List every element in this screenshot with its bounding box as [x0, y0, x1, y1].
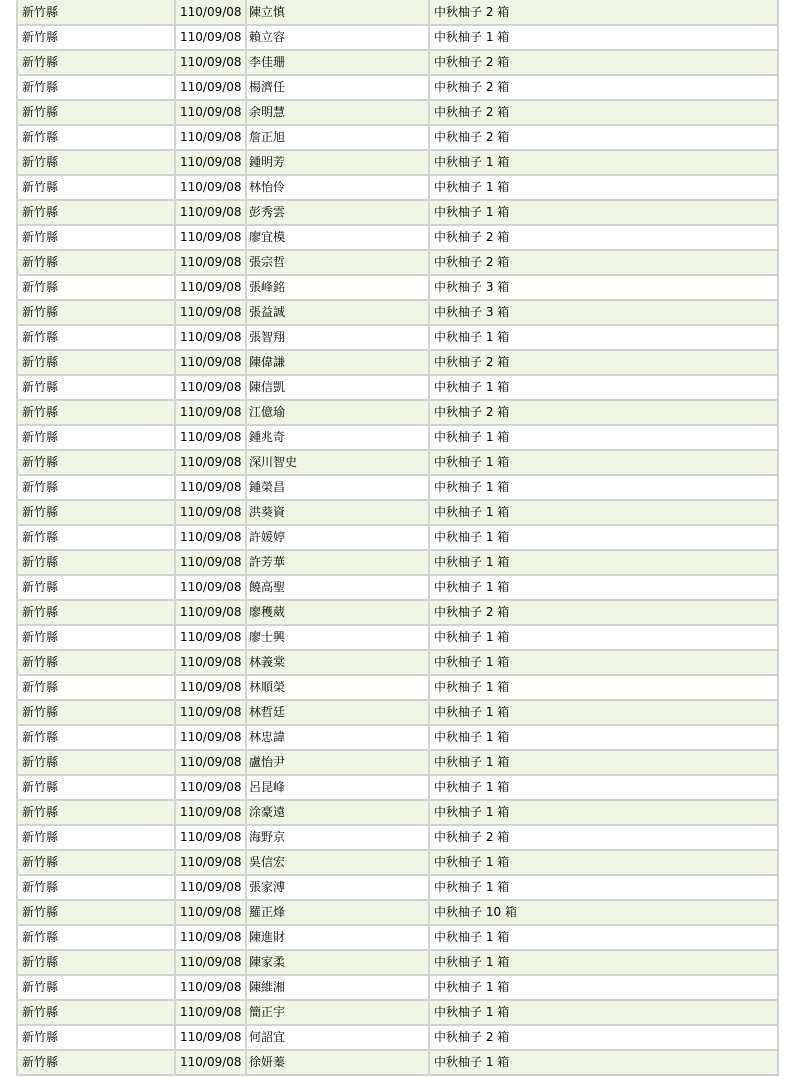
region-cell: 新竹縣 [17, 100, 175, 125]
date-cell: 110/09/08 [175, 0, 246, 25]
donor-name-cell: 張峰銘 [246, 275, 429, 300]
region-cell: 新竹縣 [17, 850, 175, 875]
donor-name-cell: 陳偉謙 [246, 350, 429, 375]
table-row [17, 800, 778, 825]
donor-name-cell: 詹正旭 [246, 125, 429, 150]
table-row [17, 100, 778, 125]
donation-item-cell: 中秋柚子 2 箱 [429, 825, 778, 850]
donor-name-cell: 盧怡尹 [246, 750, 429, 775]
donor-name-cell: 簡正宇 [246, 1000, 429, 1025]
donation-item-cell: 中秋柚子 1 箱 [429, 975, 778, 1000]
region-cell: 新竹縣 [17, 525, 175, 550]
donation-item-cell: 中秋柚子 1 箱 [429, 850, 778, 875]
date-cell: 110/09/08 [175, 150, 246, 175]
donor-name-cell: 吳信宏 [246, 850, 429, 875]
date-cell: 110/09/08 [175, 200, 246, 225]
region-cell: 新竹縣 [17, 950, 175, 975]
region-cell: 新竹縣 [17, 300, 175, 325]
region-cell: 新竹縣 [17, 150, 175, 175]
donation-item-cell: 中秋柚子 1 箱 [429, 500, 778, 525]
donation-item-cell: 中秋柚子 2 箱 [429, 100, 778, 125]
table-row [17, 1000, 778, 1025]
donor-name-cell: 洪葵資 [246, 500, 429, 525]
region-cell: 新竹縣 [17, 900, 175, 925]
donation-item-cell: 中秋柚子 2 箱 [429, 225, 778, 250]
donor-name-cell: 林哲廷 [246, 700, 429, 725]
donation-item-cell: 中秋柚子 1 箱 [429, 425, 778, 450]
date-cell: 110/09/08 [175, 250, 246, 275]
date-cell: 110/09/08 [175, 375, 246, 400]
date-cell: 110/09/08 [175, 1050, 246, 1075]
date-cell: 110/09/08 [175, 825, 246, 850]
donor-name-cell: 賴立容 [246, 25, 429, 50]
region-cell: 新竹縣 [17, 800, 175, 825]
date-cell: 110/09/08 [175, 75, 246, 100]
region-cell: 新竹縣 [17, 0, 175, 25]
donor-name-cell: 何詔宜 [246, 1025, 429, 1050]
date-cell: 110/09/08 [175, 725, 246, 750]
region-cell: 新竹縣 [17, 925, 175, 950]
donor-name-cell: 鍾明芳 [246, 150, 429, 175]
donation-item-cell: 中秋柚子 2 箱 [429, 350, 778, 375]
table-row [17, 675, 778, 700]
donation-item-cell: 中秋柚子 1 箱 [429, 575, 778, 600]
donation-rows [17, 0, 778, 1075]
donor-name-cell: 陳家柔 [246, 950, 429, 975]
table-row [17, 275, 778, 300]
donation-item-cell: 中秋柚子 1 箱 [429, 725, 778, 750]
donation-item-cell: 中秋柚子 10 箱 [429, 900, 778, 925]
donor-name-cell: 陳維湘 [246, 975, 429, 1000]
date-cell: 110/09/08 [175, 450, 246, 475]
region-cell: 新竹縣 [17, 1000, 175, 1025]
region-cell: 新竹縣 [17, 425, 175, 450]
table-row [17, 50, 778, 75]
donation-item-cell: 中秋柚子 2 箱 [429, 125, 778, 150]
date-cell: 110/09/08 [175, 275, 246, 300]
region-cell: 新竹縣 [17, 825, 175, 850]
date-cell: 110/09/08 [175, 575, 246, 600]
table-row [17, 575, 778, 600]
region-cell: 新竹縣 [17, 550, 175, 575]
table-row [17, 75, 778, 100]
date-cell: 110/09/08 [175, 50, 246, 75]
donation-item-cell: 中秋柚子 2 箱 [429, 75, 778, 100]
table-row [17, 1050, 778, 1075]
date-cell: 110/09/08 [175, 475, 246, 500]
region-cell: 新竹縣 [17, 875, 175, 900]
region-cell: 新竹縣 [17, 775, 175, 800]
donation-item-cell: 中秋柚子 1 箱 [429, 475, 778, 500]
donor-name-cell: 余明慧 [246, 100, 429, 125]
donation-item-cell: 中秋柚子 1 箱 [429, 325, 778, 350]
donation-item-cell: 中秋柚子 1 箱 [429, 175, 778, 200]
donation-item-cell: 中秋柚子 1 箱 [429, 1050, 778, 1075]
donor-name-cell: 廖宜模 [246, 225, 429, 250]
region-cell: 新竹縣 [17, 975, 175, 1000]
table-row [17, 850, 778, 875]
donation-item-cell: 中秋柚子 1 箱 [429, 800, 778, 825]
date-cell: 110/09/08 [175, 650, 246, 675]
date-cell: 110/09/08 [175, 750, 246, 775]
table-row [17, 175, 778, 200]
donation-item-cell: 中秋柚子 2 箱 [429, 1025, 778, 1050]
date-cell: 110/09/08 [175, 975, 246, 1000]
date-cell: 110/09/08 [175, 175, 246, 200]
table-row [17, 975, 778, 1000]
table-row [17, 525, 778, 550]
table-row [17, 200, 778, 225]
donation-item-cell: 中秋柚子 1 箱 [429, 550, 778, 575]
region-cell: 新竹縣 [17, 400, 175, 425]
donation-item-cell: 中秋柚子 2 箱 [429, 0, 778, 25]
table-row [17, 750, 778, 775]
date-cell: 110/09/08 [175, 1000, 246, 1025]
donation-item-cell: 中秋柚子 1 箱 [429, 375, 778, 400]
donor-name-cell: 陳立慎 [246, 0, 429, 25]
donor-name-cell: 張益誠 [246, 300, 429, 325]
table-row [17, 0, 778, 25]
region-cell: 新竹縣 [17, 275, 175, 300]
region-cell: 新竹縣 [17, 375, 175, 400]
date-cell: 110/09/08 [175, 800, 246, 825]
region-cell: 新竹縣 [17, 650, 175, 675]
table-row [17, 425, 778, 450]
table-row [17, 250, 778, 275]
donation-item-cell: 中秋柚子 1 箱 [429, 750, 778, 775]
donor-name-cell: 陳信凱 [246, 375, 429, 400]
table-row [17, 500, 778, 525]
table-row [17, 875, 778, 900]
donor-name-cell: 張智翔 [246, 325, 429, 350]
region-cell: 新竹縣 [17, 25, 175, 50]
region-cell: 新竹縣 [17, 575, 175, 600]
table-row [17, 125, 778, 150]
donor-name-cell: 林義棠 [246, 650, 429, 675]
donor-name-cell: 林忠諱 [246, 725, 429, 750]
donation-item-cell: 中秋柚子 1 箱 [429, 925, 778, 950]
date-cell: 110/09/08 [175, 875, 246, 900]
donor-name-cell: 廖士興 [246, 625, 429, 650]
date-cell: 110/09/08 [175, 950, 246, 975]
date-cell: 110/09/08 [175, 300, 246, 325]
donor-name-cell: 江億瑜 [246, 400, 429, 425]
date-cell: 110/09/08 [175, 325, 246, 350]
table-row [17, 600, 778, 625]
donation-item-cell: 中秋柚子 1 箱 [429, 775, 778, 800]
region-cell: 新竹縣 [17, 500, 175, 525]
date-cell: 110/09/08 [175, 25, 246, 50]
table-row [17, 550, 778, 575]
region-cell: 新竹縣 [17, 600, 175, 625]
donor-name-cell: 楊濟任 [246, 75, 429, 100]
donor-name-cell: 海野京 [246, 825, 429, 850]
date-cell: 110/09/08 [175, 1025, 246, 1050]
table-row [17, 650, 778, 675]
donation-item-cell: 中秋柚子 2 箱 [429, 50, 778, 75]
donation-item-cell: 中秋柚子 1 箱 [429, 625, 778, 650]
region-cell: 新竹縣 [17, 175, 175, 200]
region-cell: 新竹縣 [17, 250, 175, 275]
date-cell: 110/09/08 [175, 850, 246, 875]
date-cell: 110/09/08 [175, 500, 246, 525]
donation-item-cell: 中秋柚子 1 箱 [429, 650, 778, 675]
region-cell: 新竹縣 [17, 700, 175, 725]
region-cell: 新竹縣 [17, 225, 175, 250]
table-row [17, 300, 778, 325]
donation-item-cell: 中秋柚子 2 箱 [429, 250, 778, 275]
table-row [17, 25, 778, 50]
region-cell: 新竹縣 [17, 325, 175, 350]
date-cell: 110/09/08 [175, 425, 246, 450]
donor-name-cell: 鍾榮昌 [246, 475, 429, 500]
region-cell: 新竹縣 [17, 1025, 175, 1050]
donor-name-cell: 鍾兆奇 [246, 425, 429, 450]
date-cell: 110/09/08 [175, 125, 246, 150]
table-row [17, 350, 778, 375]
table-row [17, 450, 778, 475]
date-cell: 110/09/08 [175, 350, 246, 375]
donation-item-cell: 中秋柚子 3 箱 [429, 300, 778, 325]
donor-name-cell: 張宗哲 [246, 250, 429, 275]
region-cell: 新竹縣 [17, 675, 175, 700]
date-cell: 110/09/08 [175, 625, 246, 650]
table-row [17, 725, 778, 750]
region-cell: 新竹縣 [17, 75, 175, 100]
donation-item-cell: 中秋柚子 1 箱 [429, 150, 778, 175]
date-cell: 110/09/08 [175, 225, 246, 250]
donor-name-cell: 呂昆峰 [246, 775, 429, 800]
table-row [17, 325, 778, 350]
region-cell: 新竹縣 [17, 625, 175, 650]
donation-item-cell: 中秋柚子 2 箱 [429, 400, 778, 425]
date-cell: 110/09/08 [175, 600, 246, 625]
region-cell: 新竹縣 [17, 725, 175, 750]
donor-name-cell: 彭秀雲 [246, 200, 429, 225]
region-cell: 新竹縣 [17, 350, 175, 375]
region-cell: 新竹縣 [17, 1050, 175, 1075]
donation-table [16, 0, 779, 1076]
donation-item-cell: 中秋柚子 1 箱 [429, 875, 778, 900]
donor-name-cell: 許媛婷 [246, 525, 429, 550]
donation-item-cell: 中秋柚子 1 箱 [429, 1000, 778, 1025]
region-cell: 新竹縣 [17, 200, 175, 225]
donation-item-cell: 中秋柚子 2 箱 [429, 600, 778, 625]
donor-name-cell: 涂豪遠 [246, 800, 429, 825]
region-cell: 新竹縣 [17, 475, 175, 500]
region-cell: 新竹縣 [17, 50, 175, 75]
donor-name-cell: 陳進財 [246, 925, 429, 950]
table-row [17, 900, 778, 925]
table-row [17, 925, 778, 950]
donation-item-cell: 中秋柚子 1 箱 [429, 450, 778, 475]
date-cell: 110/09/08 [175, 525, 246, 550]
date-cell: 110/09/08 [175, 400, 246, 425]
donor-name-cell: 徐妍蓁 [246, 1050, 429, 1075]
donor-name-cell: 張家溥 [246, 875, 429, 900]
donation-item-cell: 中秋柚子 3 箱 [429, 275, 778, 300]
date-cell: 110/09/08 [175, 700, 246, 725]
table-row [17, 775, 778, 800]
date-cell: 110/09/08 [175, 675, 246, 700]
donor-name-cell: 林順榮 [246, 675, 429, 700]
donor-name-cell: 廖穫葳 [246, 600, 429, 625]
donor-name-cell: 李佳珊 [246, 50, 429, 75]
table-row [17, 225, 778, 250]
table-row [17, 400, 778, 425]
date-cell: 110/09/08 [175, 100, 246, 125]
donation-item-cell: 中秋柚子 1 箱 [429, 675, 778, 700]
donor-name-cell: 羅正烽 [246, 900, 429, 925]
donation-item-cell: 中秋柚子 1 箱 [429, 200, 778, 225]
donor-name-cell: 饒高聖 [246, 575, 429, 600]
table-row [17, 1025, 778, 1050]
donor-name-cell: 許芳華 [246, 550, 429, 575]
date-cell: 110/09/08 [175, 900, 246, 925]
table-row [17, 475, 778, 500]
region-cell: 新竹縣 [17, 450, 175, 475]
table-row [17, 950, 778, 975]
table-row [17, 700, 778, 725]
date-cell: 110/09/08 [175, 775, 246, 800]
table-row [17, 375, 778, 400]
donation-item-cell: 中秋柚子 1 箱 [429, 25, 778, 50]
donation-item-cell: 中秋柚子 1 箱 [429, 950, 778, 975]
donation-item-cell: 中秋柚子 1 箱 [429, 700, 778, 725]
donor-name-cell: 深川智史 [246, 450, 429, 475]
table-row [17, 825, 778, 850]
donor-name-cell: 林怡伶 [246, 175, 429, 200]
table-row [17, 150, 778, 175]
donation-item-cell: 中秋柚子 1 箱 [429, 525, 778, 550]
region-cell: 新竹縣 [17, 125, 175, 150]
table-row [17, 625, 778, 650]
region-cell: 新竹縣 [17, 750, 175, 775]
date-cell: 110/09/08 [175, 925, 246, 950]
date-cell: 110/09/08 [175, 550, 246, 575]
